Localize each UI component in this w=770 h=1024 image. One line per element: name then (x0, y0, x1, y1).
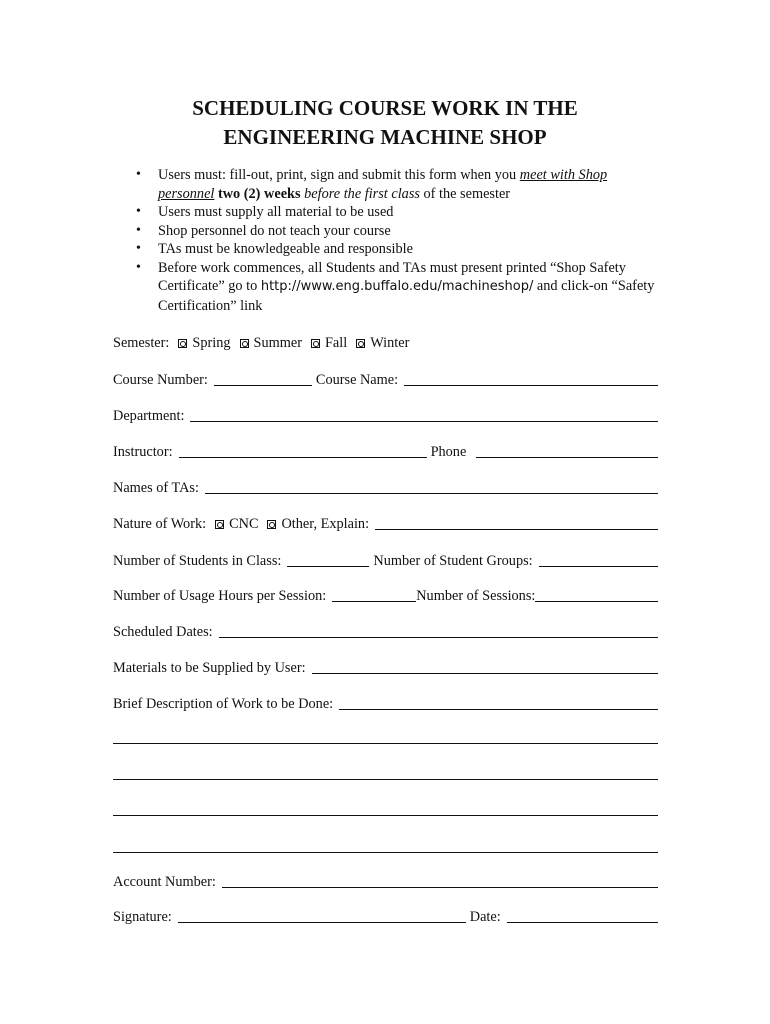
dates-label: Scheduled Dates: (113, 624, 213, 640)
semester-row (113, 330, 658, 352)
bullet-text: and click-on “Safety Certification” link (158, 278, 655, 314)
instructor-field[interactable] (179, 441, 427, 458)
phone-field[interactable] (476, 441, 658, 458)
description-label: Brief Description of Work to be Done: (113, 696, 334, 712)
description-row (113, 691, 658, 713)
bullet-text: of the semester (419, 185, 511, 202)
description-line[interactable] (113, 743, 658, 744)
groups-field[interactable] (539, 550, 658, 567)
course-row (113, 367, 658, 389)
checkbox-other[interactable] (267, 520, 276, 529)
phone-label: Phone (430, 444, 467, 460)
hours-row (113, 583, 658, 605)
nature-label: Nature of Work: (113, 516, 207, 532)
bullet-text: Users must: fill-out, print, sign and submit this form when you (158, 167, 520, 183)
description-field[interactable] (339, 693, 658, 710)
sessions-label: Number of Sessions: (416, 588, 536, 604)
sessions-field[interactable] (535, 585, 658, 602)
signature-field[interactable] (178, 906, 466, 923)
option-other: Other, Explain: (281, 516, 370, 532)
explain-field[interactable] (375, 513, 658, 530)
dates-row (113, 619, 658, 641)
option-fall: Fall (324, 335, 348, 351)
department-label: Department: (113, 408, 185, 424)
course-number-field[interactable] (214, 369, 312, 386)
bullet-bold: two (2) weeks (214, 185, 305, 202)
list-item: • Shop personnel do not teach your course (113, 222, 658, 241)
students-row (113, 548, 658, 570)
nature-row (113, 511, 658, 533)
description-line[interactable] (113, 852, 658, 853)
account-field[interactable] (222, 871, 658, 888)
department-field[interactable] (190, 405, 658, 422)
course-name-field[interactable] (404, 369, 658, 386)
materials-label: Materials to be Supplied by User: (113, 660, 306, 676)
students-field[interactable] (287, 550, 369, 567)
bullet-text: Before work commences, all Students and TAs must present printed “Shop Safety Certificate” go to (158, 259, 626, 294)
date-field[interactable] (507, 906, 658, 923)
instructor-label: Instructor: (113, 444, 173, 460)
option-summer: Summer (253, 335, 302, 351)
hours-field[interactable] (332, 585, 416, 602)
course-number-label: Course Number: (113, 372, 208, 388)
materials-row (113, 655, 658, 677)
machineshop-url[interactable]: http://www.eng.buffalo.edu/machineshop/ (260, 279, 534, 294)
semester-label: Semester: (113, 335, 170, 351)
page-title (0, 94, 770, 152)
list-item: • Users must supply all material to be used (113, 203, 658, 222)
students-label: Number of Students in Class: (113, 553, 282, 569)
checkbox-fall[interactable] (311, 339, 320, 348)
date-label: Date: (469, 909, 501, 925)
dates-field[interactable] (219, 621, 658, 638)
account-label: Account Number: (113, 874, 216, 890)
checkbox-winter[interactable] (356, 339, 365, 348)
hours-label: Number of Usage Hours per Session: (113, 588, 327, 604)
checkbox-spring[interactable] (178, 339, 187, 348)
department-row (113, 403, 658, 425)
description-line[interactable] (113, 779, 658, 780)
checkbox-summer[interactable] (240, 339, 249, 348)
title-line-2: ENGINEERING MACHINE SHOP (223, 125, 547, 149)
instructor-row (113, 439, 658, 461)
description-line[interactable] (113, 815, 658, 816)
course-name-label: Course Name: (315, 372, 399, 388)
signature-label: Signature: (113, 909, 172, 925)
checkbox-cnc[interactable] (215, 520, 224, 529)
materials-field[interactable] (312, 657, 658, 674)
list-item: • TAs must be knowledgeable and responsible (113, 240, 658, 259)
title-line-1: SCHEDULING COURSE WORK IN THE (192, 96, 578, 120)
shop-personnel-link[interactable]: meet with Shop personnel (158, 167, 608, 202)
groups-label: Number of Student Groups: (373, 553, 533, 569)
list-item (113, 259, 658, 316)
account-row (113, 869, 658, 891)
list-item (113, 166, 658, 203)
signature-row (113, 904, 658, 926)
tas-row (113, 475, 658, 497)
tas-label: Names of TAs: (113, 480, 199, 496)
option-winter: Winter (370, 335, 410, 351)
option-spring: Spring (192, 335, 231, 351)
instructions-list (113, 166, 658, 315)
bullet-italic: before the first class (304, 185, 420, 202)
option-cnc: CNC (229, 516, 259, 532)
tas-field[interactable] (205, 477, 658, 494)
